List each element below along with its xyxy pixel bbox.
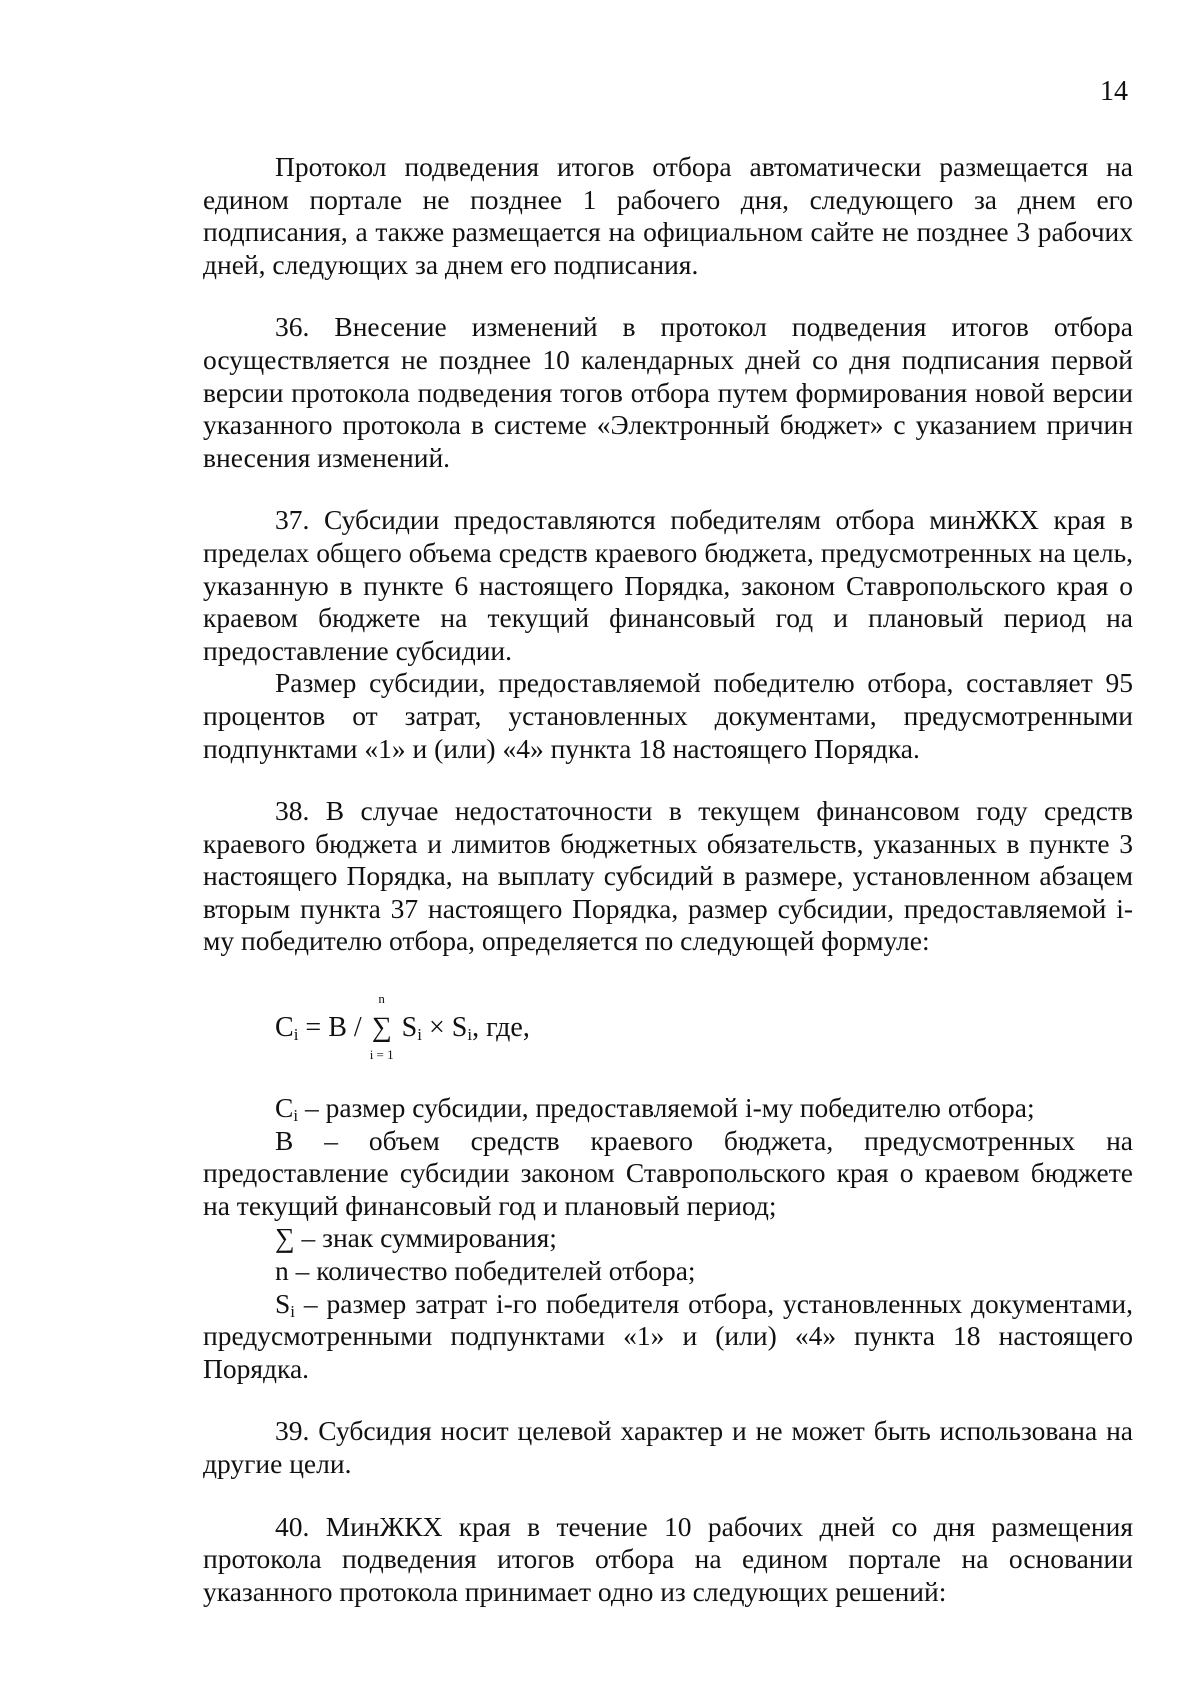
formula-c: C (275, 1012, 294, 1044)
si-text: – размер затрат i-го победителя отбора, установленных документами, предусмотренными подпунктами «1» и (или) «4» пункта 18 настоящего Порядка. (203, 1287, 1133, 1384)
paragraph-36: 36. Внесение изменений в протокол подведения итогов отбора осуществляется не позднее 10 календарных дней со дня подписания первой версии протокола подведения тогов отбора путем формирования новой версии указанного протокола в системе «Электронный бюджет» с указанием причин внесения изменений. (203, 311, 1133, 473)
subsidy-formula (275, 991, 1133, 1063)
definition-n: n – количество победителей отбора; (275, 1255, 696, 1287)
paragraph-40: 40. МинЖКХ края в течение 10 рабочих дней со дня размещения протокола подведения итогов отбора на едином портале на основании указанного протокола принимает одно из следующих решений: (203, 1510, 1133, 1607)
paragraph-37: 37. Субсидии предоставляются победителям отбора минЖКХ края в пределах общего объема средств краевого бюджета, предусмотренных на цель, указанную в пункте 6 настоящего Порядка, законом Ставропольского края о краевом бюджете на текущий финансовый год и плановый период на предоставление субсидии. (203, 504, 1133, 666)
formula-expression (275, 991, 530, 1063)
paragraph-38: 38. В случае недостаточности в текущем финансовом году средств краевого бюджета и лимитов бюджетных обязательств, указанных в пункте 3 настоящего Порядка, на выплату субсидий в размере, установленном абзацем вторым пункта 37 настоящего Порядка, размер субсидии, предоставляемой i-му победителю отбора, определяется по следующей формуле: (203, 795, 1133, 957)
paragraph-35-continuation: Протокол подведения итогов отбора автоматически размещается на едином портале не позднее 1 рабочего дня, следующего за днем его подписания, а также размещается на официальном сайте не позднее 3 рабочих дней, следующих за днем его подписания. (203, 151, 1133, 280)
ci-subscript: i (293, 1106, 299, 1126)
ci-text: – размер субсидии, предоставляемой i-му победителю отбора; (298, 1092, 1035, 1124)
formula-times-s: × S (421, 1012, 468, 1044)
formula-equals-b: = B / (298, 1012, 369, 1044)
paragraph-39: 39. Субсидия носит целевой характер и не может быть использована на другие цели. (203, 1415, 1133, 1479)
formula-s1: S (394, 1012, 418, 1044)
formula-c-subscript: i (293, 1025, 299, 1045)
si-symbol: S (275, 1287, 291, 1319)
page-number: 14 (1100, 76, 1128, 107)
ci-symbol: C (275, 1092, 294, 1124)
summation-upper-limit: n (378, 991, 385, 1007)
formula-s1-subscript: i (417, 1025, 422, 1045)
definition-b: B – объем средств краевого бюджета, предусмотренных на предоставление субсидии законом Ставропольского края о краевом бюджете на текущий финансовый год и плановый период; (203, 1124, 1133, 1221)
sigma-sign: ∑ (371, 1012, 392, 1044)
definition-si (203, 1288, 1133, 1386)
definition-ci (203, 1092, 1133, 1125)
formula-tail: , где, (472, 1012, 530, 1044)
definition-sum: ∑ – знак суммирования; (275, 1222, 557, 1254)
paragraph-37-second: Размер субсидии, предоставляемой победителю отбора, составляет 95 процентов от затрат, установленных документами, предусмотренными подпунктами «1» и (или) «4» пункта 18 настоящего Порядка. (203, 667, 1133, 764)
document-body (203, 151, 1133, 1608)
summation-lower-limit: i = 1 (369, 1047, 394, 1063)
si-subscript: i (290, 1301, 296, 1321)
summation-symbol (369, 991, 395, 1063)
formula-s2-subscript: i (467, 1025, 473, 1045)
